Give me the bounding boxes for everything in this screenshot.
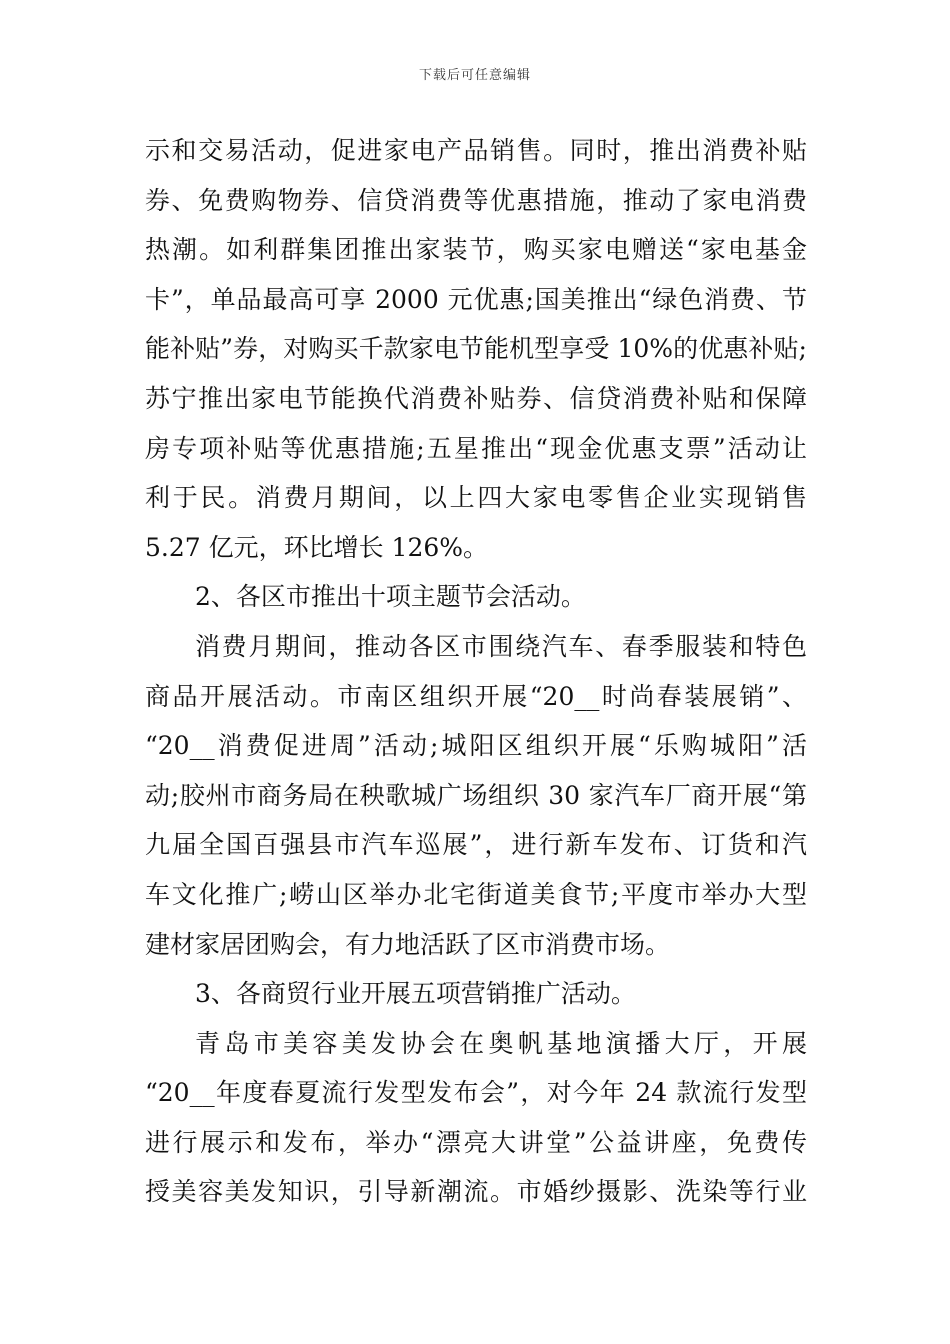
text-line: 利于民。消费月期间，以上四大家电零售企业实现销售 (145, 483, 807, 513)
text-line: 车文化推广;崂山区举办北宅街道美食节;平度市举办大型 (145, 879, 807, 909)
text-line: 建材家居团购会，有力地活跃了区市消费市场。 (145, 929, 671, 959)
text-line: 券、免费购物券、信贷消费等优惠措施，推动了家电消费 (145, 185, 807, 215)
text-line: 卡”，单品最高可享 2000 元优惠;国美推出“绿色消费、节 (145, 284, 807, 314)
text-line: “20__年度春夏流行发型发布会”，对今年 24 款流行发型 (145, 1078, 807, 1108)
text-line: 青岛市美容美发协会在奥帆基地演播大厅，开展 (195, 1028, 807, 1058)
text-line: 房专项补贴等优惠措施;五星推出“现金优惠支票”活动让 (145, 433, 807, 463)
text-line: 动;胶州市商务局在秧歌城广场组织 30 家汽车厂商开展“第 (145, 780, 807, 810)
text-line: “20__消费促进周”活动;城阳区组织开展“乐购城阳”活 (145, 731, 807, 761)
section-heading-2: 2、各区市推出十项主题节会活动。 (195, 582, 586, 612)
text-line: 商品开展活动。市南区组织开展“20__时尚春装展销”、 (145, 681, 807, 711)
document-body (145, 126, 807, 1217)
text-line: 能补贴”券，对购买千款家电节能机型享受 10%的优惠补贴; (145, 334, 807, 364)
page-header: 下载后可任意编辑 (418, 68, 531, 83)
text-line: 进行展示和发布，举办“漂亮大讲堂”公益讲座，免费传 (145, 1127, 807, 1157)
text-line: 苏宁推出家电节能换代消费补贴券、信贷消费补贴和保障 (145, 383, 807, 413)
text-line: 热潮。如利群集团推出家装节，购买家电赠送“家电基金 (145, 235, 807, 265)
text-line: 5.27 亿元，环比增长 126%。 (145, 532, 489, 562)
text-line: 消费月期间，推动各区市围绕汽车、春季服装和特色 (195, 631, 807, 661)
text-line: 示和交易活动，促进家电产品销售。同时，推出消费补贴 (145, 136, 807, 165)
section-heading-3: 3、各商贸行业开展五项营销推广活动。 (195, 979, 636, 1009)
text-line: 授美容美发知识，引导新潮流。市婚纱摄影、洗染等行业 (145, 1177, 807, 1207)
text-line: 九届全国百强县市汽车巡展”，进行新车发布、订货和汽 (145, 830, 807, 860)
